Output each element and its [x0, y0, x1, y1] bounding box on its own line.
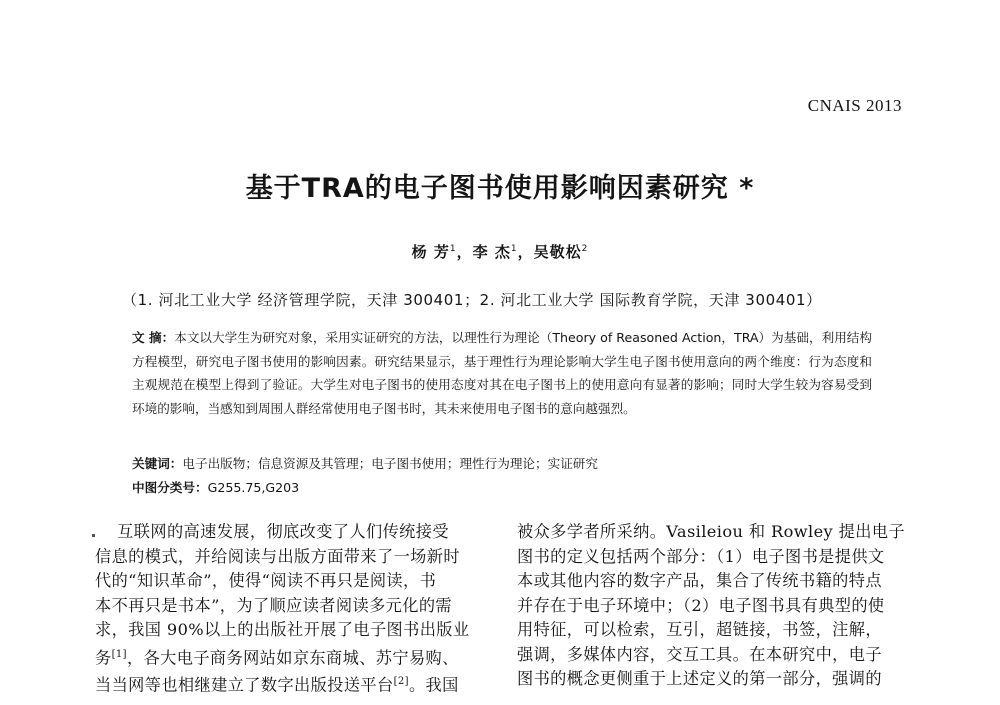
body-line: 求，我国 90%以上的出版社开展了电子图书出版业: [95, 620, 470, 639]
keywords-text: 电子出版物；信息资源及其管理；电子图书使用；理性行为理论；实证研究: [182, 456, 598, 471]
body-text: ，各大电子商务网站如京东商城、苏宁易购、: [126, 647, 459, 667]
author-list: [0, 241, 1000, 262]
author-affil-mark: 1: [449, 244, 457, 254]
keywords: [132, 453, 598, 472]
body-line: 互联网的高速发展，彻底改变了人们传统接受: [95, 522, 449, 541]
body-right-column: [517, 520, 905, 692]
abstract-label: 文 摘：: [132, 330, 175, 345]
body-line: 代的“知识革命”，使得“阅读不再只是阅读，书: [95, 571, 437, 590]
author-separator: ，: [456, 243, 473, 261]
body-line: 图书的概念更侧重于上述定义的第一部分，强调的: [517, 669, 882, 688]
body-text: 当当网等也相继建立了数字出版投送平台: [95, 675, 394, 695]
body-line: 被众多学者所采纳。Vasileiou 和 Rowley 提出电子: [517, 522, 905, 541]
paper-title: 基于TRA的电子图书使用影响因素研究 *: [245, 173, 755, 204]
body-left-column: [95, 520, 469, 698]
keywords-label: 关键词：: [132, 456, 183, 471]
abstract: [132, 326, 872, 420]
author-name: 李 杰: [472, 243, 511, 261]
abstract-text: 本文以大学生为研究对象，采用实证研究的方法，以理性行为理论（Theory of Reasoned Action，TRA）为基础，利用结构方程模型，研究电子图书使用的影响因素。研究结果显示，基于理性行为理论影响大学生电子图书使用意向的两个维度：行为态度和主观规范在模型上得到了验证。大学生对电子图书的使用态度对其在电子图书上的使用意向有显著的影响；同时大学生较为容易受到环境的影响，当感知到周围人群经常使用电子图书时，其未来使用电子图书的意向越强烈。: [132, 330, 872, 416]
author-name: 吴敬松: [533, 243, 582, 261]
author-affil-mark: 2: [581, 244, 589, 254]
clc-text: G255.75,G203: [207, 480, 300, 495]
body-line: 本或其他内容的数字产品，集合了传统书籍的特点: [517, 571, 882, 590]
body-text: 。我国: [408, 675, 459, 695]
citation-ref: [2]: [393, 676, 409, 688]
body-line: 并存在于电子环境中；（2）电子图书具有典型的使: [517, 595, 885, 615]
body-line: 本不再只是书本”，为了顺应读者阅读多元化的需: [95, 595, 453, 615]
classification-number: [132, 477, 299, 496]
conference-label: CNAIS 2013: [807, 96, 902, 115]
citation-ref: [1]: [111, 648, 127, 660]
body-line: 图书的定义包括两个部分：（1）电子图书是提供文: [517, 546, 885, 566]
body-line: 信息的模式，并给阅读与出版方面带来了一场新时: [95, 546, 460, 566]
author-affil-mark: 1: [510, 244, 518, 254]
body-line: 强调，多媒体内容，交互工具。在本研究中，电子: [517, 644, 882, 664]
author-separator: ，: [517, 243, 534, 261]
body-line: 用特征，可以检索，互引，超链接，书签，注解，: [517, 620, 882, 639]
body-line: [95, 670, 469, 698]
author-name: 杨 芳: [411, 243, 450, 261]
body-text: 务: [95, 647, 112, 667]
affiliations: （1. 河北工业大学 经济管理学院，天津 300401；2. 河北工业大学 国际教育学院，天津 300401）: [122, 291, 822, 309]
body-line: [95, 643, 469, 671]
clc-label: 中图分类号：: [132, 480, 208, 495]
